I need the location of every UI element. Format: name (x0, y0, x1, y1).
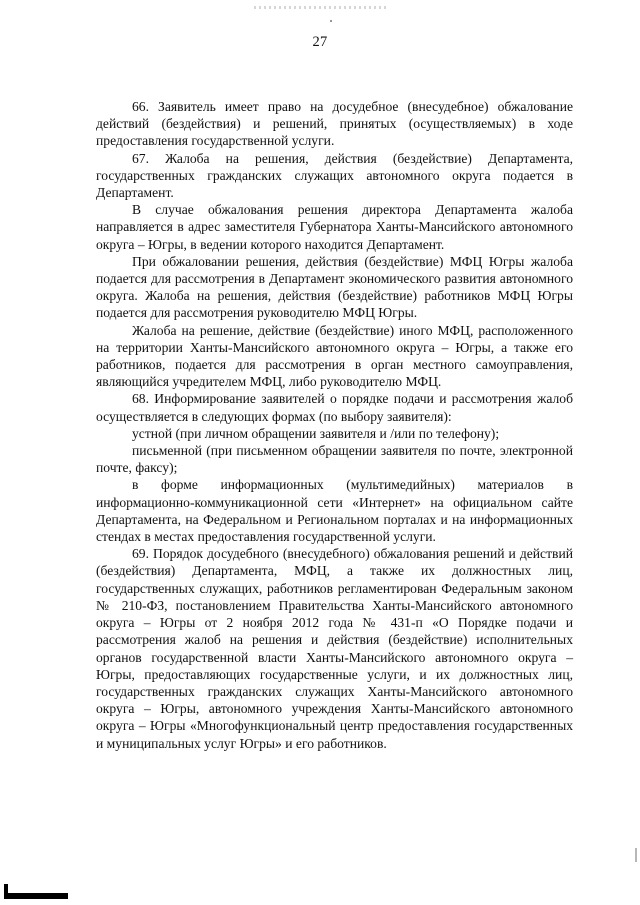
scan-artifact-bottom-bar (4, 893, 68, 899)
list-item-oral: устной (при личном обращении заявителя и /или по телефону); (132, 425, 500, 441)
scan-artifact-top (254, 6, 388, 9)
list-item-written: письменной (при письменном обращении заявителя по почте, электронной почте, факсу); (96, 443, 573, 476)
list-item-multimedia: в форме информационных (мультимедийных) материалов в информационно-коммуникационной сети «Интернет» на официальном сайте Департамента, на Федеральном и Региональном порталах и на информационных стендах в местах предоставления государственной услуги. (96, 477, 573, 545)
paragraph-other-mfc-complaint: Жалоба на решение, действие (бездействие) иного МФЦ, расположенного на территории Ханты-Мансийского автономного округа – Югры, а также его работников, подается для рассмотрения в орган местного самоуправления, являющийся учредителем МФЦ, либо руководителю МФЦ. (96, 322, 573, 390)
document-body (96, 98, 573, 752)
paragraph-68: 68. Информирование заявителей о порядке подачи и рассмотрения жалоб осуществляется в следующих формах (по выбору заявителя): (96, 391, 573, 424)
paragraph-66: 66. Заявитель имеет право на досудебное (внесудебное) обжалование действий (бездействия) и решений, принятых (осуществляемых) в ходе предоставления государственной услуги. (96, 99, 573, 149)
paragraph-mfc-ugra-complaint: При обжаловании решения, действия (бездействие) МФЦ Югры жалоба подается для рассмотрения в Департамент экономического развития автономного округа. Жалоба на решения, действия (бездействие) работников МФЦ Югры подается для рассмотрения руководителю МФЦ Югры. (96, 253, 573, 321)
paragraph-67: 67. Жалоба на решения, действия (бездействие) Департамента, государственных гражданских служащих автономного округа подается в Департамент. (96, 150, 573, 201)
page-number: 27 (312, 34, 328, 50)
paragraph-director-complaint: В случае обжалования решения директора Департамента жалоба направляется в адрес заместителя Губернатора Ханты-Мансийского автономного округа – Югры, в ведении которого находится Департамент. (96, 202, 573, 252)
scan-artifact-right-edge (635, 848, 637, 862)
scan-artifact-dot (330, 20, 332, 22)
paragraph-69: 69. Порядок досудебного (внесудебного) обжалования решений и действий (бездействия) Департамента, МФЦ, а также их должностных лиц, государственных служащих, работников регламентирован Федеральным законом № 210-ФЗ, постановлением Правительства Ханты-Мансийского автономного округа – Югры от 2 ноября 2012 года № 431-п «О Порядке подачи и рассмотрения жалоб на решения и действия (бездействие) исполнительных органов государственной власти Ханты-Мансийского автономного округа – Югры, предоставляющих государственные услуги, и их должностных лиц, государственных гражданских служащих Ханты-Мансийского автономного округа – Югры, автономного учреждения Ханты-Мансийского автономного округа – Югры «Многофункциональный центр предоставления государственных и муниципальных услуг Югры» и его работников. (96, 546, 573, 751)
